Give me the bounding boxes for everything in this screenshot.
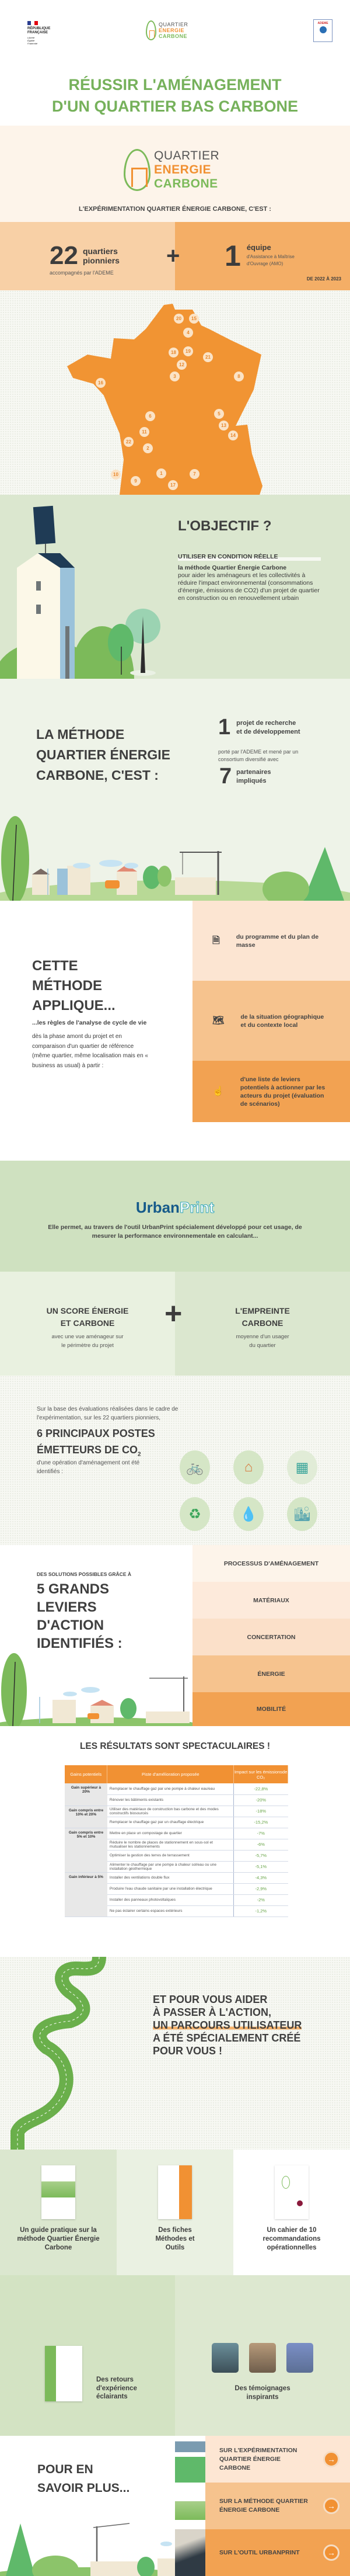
table-row [65, 1828, 288, 1839]
impact-cell: -18% [234, 1806, 288, 1817]
doc-title: Un cahier de 10 recommandations opérationnelles [262, 2227, 321, 2251]
house-icon: ⌂ [233, 1450, 264, 1484]
impact-cell: -4,3% [234, 1872, 288, 1883]
stat-label: pionniers [82, 256, 120, 265]
score-title: L'EMPREINTE [235, 1306, 290, 1315]
impact-cell: -2,9% [234, 1883, 288, 1894]
impact-cell: -1,2% [234, 1905, 288, 1917]
results-table [65, 1765, 288, 1917]
score-title: UN SCORE ÉNERGIE [46, 1306, 129, 1315]
plus-icon: + [166, 243, 180, 269]
objectif-title: L'OBJECTIF ? [178, 518, 272, 534]
score-sub: du quartier [249, 1342, 276, 1349]
map-marker: 9 [131, 476, 141, 486]
page-title [0, 74, 350, 117]
logo-line: CARBONE [154, 177, 218, 190]
stat-sub: d'Assistance à Maîtrise [246, 254, 295, 259]
piste-cell: Remplacer le chauffage gaz par une pompe à chaleur eau/eau [107, 1783, 234, 1794]
urbanprint-logo [0, 1199, 350, 1217]
map-marker: 3 [170, 372, 180, 381]
link-label: SUR L'EXPÉRIMENTATION QUARTIER ÉNERGIE CARBONE [219, 2446, 298, 2471]
impact-cell: -2% [234, 1894, 288, 1905]
temoignage-avatar-1[interactable] [212, 2343, 239, 2373]
parcours-line: POUR VOUS ! [153, 2045, 223, 2057]
title-line: MÉTHODE [32, 978, 102, 994]
logo-line: ENERGIE [159, 27, 185, 33]
parcours-highlight: UN PARCOURS UTILISATEUR [153, 2019, 302, 2031]
map-marker: 13 [219, 421, 229, 431]
gain-category: Gain compris entre 10% et 20% [65, 1806, 107, 1828]
score-title: ET CARBONE [60, 1318, 115, 1328]
methode-number: 7 [219, 764, 232, 789]
fiches-thumbnail[interactable] [158, 2165, 192, 2219]
title-line: IDENTIFIÉS : [37, 1636, 123, 1651]
thumb-methode[interactable] [175, 2483, 205, 2529]
bicycle-icon: 🚲 [180, 1450, 210, 1484]
levier-mobilite: MOBILITÉ [192, 1692, 350, 1726]
title-line: D'UN QUARTIER BAS CARBONE [52, 98, 298, 115]
map-marker: 12 [177, 360, 187, 370]
title-line: RÉUSSIR L'AMÉNAGEMENT [68, 76, 282, 93]
guide-thumbnail[interactable] [41, 2165, 75, 2219]
temoignage-avatar-2[interactable] [249, 2343, 276, 2373]
map-marker: 15 [189, 314, 199, 324]
gain-category: Gain compris entre 5% et 10% [65, 1828, 107, 1872]
map-marker: 18 [169, 348, 178, 357]
block-text: de la situation géographique et du contexte local [240, 1013, 324, 1029]
score-energie-carbone [0, 1272, 175, 1376]
ademe-logo [313, 19, 332, 42]
piste-cell: Utiliser des matériaux de construction bas carbone et des modes constructifs biosourcés [107, 1806, 234, 1817]
levier-energie: ÉNERGIE [192, 1655, 350, 1692]
thumb-experimentation[interactable] [175, 2436, 205, 2483]
document-search-icon: 🗎 [212, 935, 220, 946]
logo-text: FRANÇAISE [27, 31, 48, 34]
plus-icon: + [164, 1297, 183, 1331]
doc-title: Des retours d'expérience éclairants [96, 2376, 137, 2400]
methode-number: 1 [218, 715, 231, 740]
temoignage-photos [175, 2343, 350, 2373]
french-flag-icon [27, 21, 38, 25]
doc-retours-experience[interactable] [0, 2275, 175, 2436]
piste-cell: Installer des panneaux photovoltaïques [107, 1894, 234, 1905]
piste-cell: Mettre en place un compostage de quartier [107, 1828, 234, 1839]
ademe-text: ADEME [317, 22, 328, 25]
temoignage-avatar-3[interactable] [286, 2343, 313, 2373]
map-icon: 🗺 [212, 1015, 225, 1026]
urbanprint-text: Elle permet, au travers de l'outil UrbanPrint spécialement développé pour cet usage, de mesurer la performance environnementale en calculant... [48, 1224, 302, 1240]
logo-line: QUARTIER [154, 149, 220, 162]
map-marker: 11 [139, 427, 149, 437]
map-marker: 8 [234, 372, 244, 381]
empreinte-carbone [175, 1272, 350, 1376]
logo-part: Urban [135, 1199, 180, 1216]
header [0, 0, 350, 126]
parcours-section [0, 1957, 350, 2150]
impact-cell: -6% [234, 1839, 288, 1850]
score-title: CARBONE [242, 1318, 284, 1328]
results-title: LES RÉSULTATS SONT SPECTACULAIRES ! [79, 1741, 271, 1751]
map-marker: 16 [96, 378, 106, 388]
applique-lead: ...les règles de l'analyse de cycle de vie [32, 1019, 147, 1026]
applique-text: dès la phase amont du projet et en comparaison d'un quartier de référence (même quartier, même localisation mais en « business as usual) à partir : [32, 1033, 148, 1069]
impact-cell: -15,2% [234, 1817, 288, 1828]
more-thumbnails [175, 2436, 205, 2576]
levier-processus: PROCESSUS D'AMÉNAGEMENT [192, 1545, 350, 1582]
table-row [65, 1783, 288, 1794]
title-line: 6 PRINCIPAUX POSTES [37, 1428, 155, 1439]
score-section [0, 1272, 350, 1376]
stat-sub: accompagnés par l'ADEME [50, 270, 114, 276]
stat-number: 22 [50, 241, 78, 270]
postes-outro: d'une opération d'aménagement ont été identifiés : [37, 1460, 140, 1475]
map-marker: 21 [203, 352, 213, 362]
link-label: SUR LA MÉTHODE QUARTIER ÉNERGIE CARBONE [219, 2498, 308, 2513]
levier-concertation: CONCERTATION [192, 1619, 350, 1655]
republique-francaise-logo [27, 21, 50, 45]
map-marker: 22 [124, 437, 134, 447]
methode-middle: porté par l'ADEME et mené par un consortium diversifié avec [218, 749, 299, 762]
winding-road-illustration [0, 1957, 128, 2150]
cahier-thumbnail[interactable] [275, 2165, 309, 2219]
block-text: d'une liste de leviers potentiels à actionner par les acteurs du projet (évaluation de scénarios) [240, 1075, 326, 1108]
stat-label: quartiers [82, 247, 118, 256]
parcours-line: ET POUR VOUS AIDER [153, 1994, 268, 2005]
france-map-section [0, 290, 350, 495]
link-methode[interactable] [205, 2483, 350, 2529]
map-marker: 4 [183, 328, 193, 338]
hand-pointer-icon: ☝ [212, 1086, 224, 1096]
title-line: CARBONE, C'EST : [36, 768, 159, 783]
map-marker: 19 [183, 346, 193, 356]
table-row [65, 1872, 288, 1883]
map-marker: 2 [143, 443, 153, 453]
objectif-bold: la méthode Quartier Énergie Carbone [178, 564, 287, 571]
doc-fiches-methodes[interactable] [117, 2150, 233, 2275]
title-line: POUR EN [37, 2463, 93, 2476]
map-marker: 14 [228, 431, 238, 440]
applique-blocks [192, 901, 350, 1122]
postes-title [37, 1425, 155, 1463]
applique-block-leviers [192, 1061, 350, 1122]
methode-label: projet de recherche [236, 719, 296, 727]
title-line: ÉMETTEURS DE CO [37, 1444, 138, 1456]
score-sub: moyenne d'un usager [236, 1334, 289, 1340]
impact-cell: -5,7% [234, 1850, 288, 1861]
results-body [65, 1783, 288, 1917]
results-section [0, 1726, 350, 1957]
map-marker: 5 [214, 409, 224, 419]
gain-category: Gain supérieur à 20% [65, 1783, 107, 1806]
more-left [0, 2436, 175, 2576]
applique-block-geographie [192, 981, 350, 1061]
logo-line: QUARTIER [159, 22, 188, 27]
city-illustration [0, 1650, 192, 1726]
piste-cell: Alimenter le chauffage par une pompe à chaleur sol/eau ou une installation géothermique [107, 1861, 234, 1872]
leaf-building-icon [146, 20, 156, 40]
stat-label: équipe [246, 243, 271, 252]
thumb-urbanprint[interactable] [175, 2529, 205, 2576]
title-line: SAVOIR PLUS... [37, 2481, 130, 2495]
piste-cell: Installer des ventilations double flux [107, 1872, 234, 1883]
score-sub: le périmètre du projet [61, 1342, 114, 1349]
doc-guide-pratique[interactable] [0, 2150, 117, 2275]
objectif-highlight: UTILISER EN CONDITION RÉELLE [178, 553, 321, 561]
block-text: du programme et du plan de masse [236, 933, 319, 949]
city-landscape-illustration [0, 801, 350, 901]
more-title [37, 2460, 130, 2498]
title-line: 5 GRANDS [37, 1581, 110, 1597]
motto: Liberté [27, 36, 35, 39]
objectif-section [0, 495, 350, 679]
water-drop-icon: 💧 [233, 1497, 264, 1531]
doc-title: Des fiches Méthodes et Outils [155, 2227, 195, 2251]
link-experimentation[interactable] [205, 2436, 350, 2483]
title-line: CETTE [32, 958, 78, 974]
map-marker: 20 [174, 314, 184, 324]
globe-icon [320, 26, 327, 33]
map-marker: 1 [156, 468, 166, 478]
city-pollution-icon: 🏙 [287, 1497, 317, 1531]
piste-cell: Remplacer le chauffage gaz par un chauffage électrique [107, 1817, 234, 1828]
title-line: LEVIERS [37, 1599, 97, 1615]
impact-cell: -20% [234, 1794, 288, 1806]
logo-part: Print [179, 1199, 215, 1216]
postes-section [0, 1376, 350, 1545]
piste-cell: Ne pas éclairer certains espaces extérieurs [107, 1905, 234, 1917]
parcours-line: À PASSER À L'ACTION, [153, 2006, 271, 2018]
docs2-section [0, 2275, 350, 2436]
impact-cell: -5,1% [234, 1861, 288, 1872]
title-line: APPLIQUE... [32, 998, 116, 1013]
intro-section [0, 126, 350, 222]
parcours-text [153, 1993, 302, 2057]
motto: Fraternité [27, 42, 38, 45]
stat-sub: d'Ouvrage (AMO) [246, 261, 284, 266]
postes-icons [180, 1450, 317, 1531]
retours-thumbnail[interactable] [45, 2346, 82, 2401]
levier-materiaux: MATÉRIAUX [192, 1582, 350, 1619]
postes-intro: Sur la base des évaluations réalisées dans le cadre de l'expérimentation, sur les 22 quartiers pionniers, [37, 1406, 178, 1421]
intro-subtitle: L'EXPÉRIMENTATION QUARTIER ÉNERGIE CARBONE, C'EST : [79, 206, 271, 213]
arrow-right-icon[interactable]: → [323, 2544, 340, 2561]
solar-panel-icon: ▦ [287, 1450, 317, 1484]
stat-quartiers [0, 222, 175, 290]
house-solar-illustration [0, 495, 163, 679]
objectif-text: pour aider les aménageurs et les collectivités à réduire l'impact environnemental (consommations d'énergie, émissions de CO2) d'un projet de quartier en construction ou en renouvellement urbain [178, 572, 320, 602]
map-marker: 7 [190, 469, 200, 479]
methode-label: partenaires [236, 768, 271, 776]
logo-text: RÉPUBLIQUE [27, 27, 51, 30]
methode-title [36, 724, 170, 786]
methode-label: impliqués [236, 777, 267, 784]
doc-title: Des témoignages inspirants [235, 2385, 290, 2401]
applique-section [0, 901, 350, 1161]
arrow-right-icon[interactable]: → [323, 2451, 340, 2467]
map-marker: 6 [145, 411, 155, 421]
stat-equipe [175, 222, 350, 290]
methode-section [0, 679, 350, 901]
title-line: LA MÉTHODE [36, 727, 125, 742]
leviers-list [192, 1545, 350, 1726]
leviers-title [37, 1580, 123, 1652]
score-sub: avec une vue aménageur sur [51, 1334, 124, 1340]
doc-temoignages[interactable] [175, 2275, 350, 2436]
stats-band [0, 222, 350, 290]
impact-cell: -22,8% [234, 1783, 288, 1794]
leaf-building-icon [124, 149, 150, 191]
docs-section [0, 2150, 350, 2275]
doc-title: Un guide pratique sur la méthode Quartier Énergie Carbone [17, 2227, 100, 2251]
stat-number: 1 [225, 239, 241, 272]
qec-logo-large [124, 149, 219, 191]
recycle-bin-icon: ♻ [180, 1497, 210, 1531]
impact-cell: -7% [234, 1828, 288, 1839]
arrow-right-icon[interactable]: → [323, 2498, 340, 2514]
leviers-section [0, 1545, 350, 1726]
applique-title [32, 956, 116, 1016]
leviers-pre: DES SOLUTIONS POSSIBLES GRÂCE À [37, 1571, 131, 1577]
piste-cell: Réduire le nombre de places de stationnement en sous-sol et mutualiser les stationnements [107, 1839, 234, 1850]
more-links [205, 2436, 350, 2576]
motto: Égalité [27, 39, 35, 42]
logo-line: ENERGIE [154, 163, 212, 176]
piste-cell: Optimiser la gestion des terres de terrassement [107, 1850, 234, 1861]
parcours-line: A ÉTÉ SPÉCIALEMENT CRÉÉ [153, 2032, 301, 2044]
header-piste: Piste d'amélioration proposée [107, 1765, 234, 1783]
applique-block-programme [192, 901, 350, 981]
gain-category: Gain inférieur à 5% [65, 1872, 107, 1917]
map-marker: 10 [111, 470, 121, 480]
title-line: D'ACTION [37, 1617, 104, 1633]
link-urbanprint[interactable] [205, 2529, 350, 2576]
logo-line: CARBONE [159, 33, 188, 39]
title-line: QUARTIER ÉNERGIE [36, 747, 171, 762]
doc-cahier-recommandations[interactable] [233, 2150, 350, 2275]
table-row [65, 1806, 288, 1817]
period-label: DE 2022 À 2023 [306, 276, 341, 282]
map-marker: 17 [168, 480, 178, 490]
construction-illustration [0, 2521, 175, 2576]
header-gains: Gains potentiels [65, 1765, 107, 1783]
subscript: 2 [138, 1451, 141, 1458]
more-section [0, 2436, 350, 2576]
piste-cell: Produire l'eau chaude sanitaire par une installation électrique [107, 1883, 234, 1894]
qec-logo-small [146, 20, 188, 40]
urbanprint-section [0, 1161, 350, 1272]
methode-label: et de développement [236, 728, 300, 735]
header-impact: Impact sur les émissionsde CO₂ [234, 1765, 288, 1783]
piste-cell: Rénover les bâtiments existants [107, 1794, 234, 1806]
link-label: SUR L'OUTIL URBANPRINT [219, 2549, 300, 2556]
